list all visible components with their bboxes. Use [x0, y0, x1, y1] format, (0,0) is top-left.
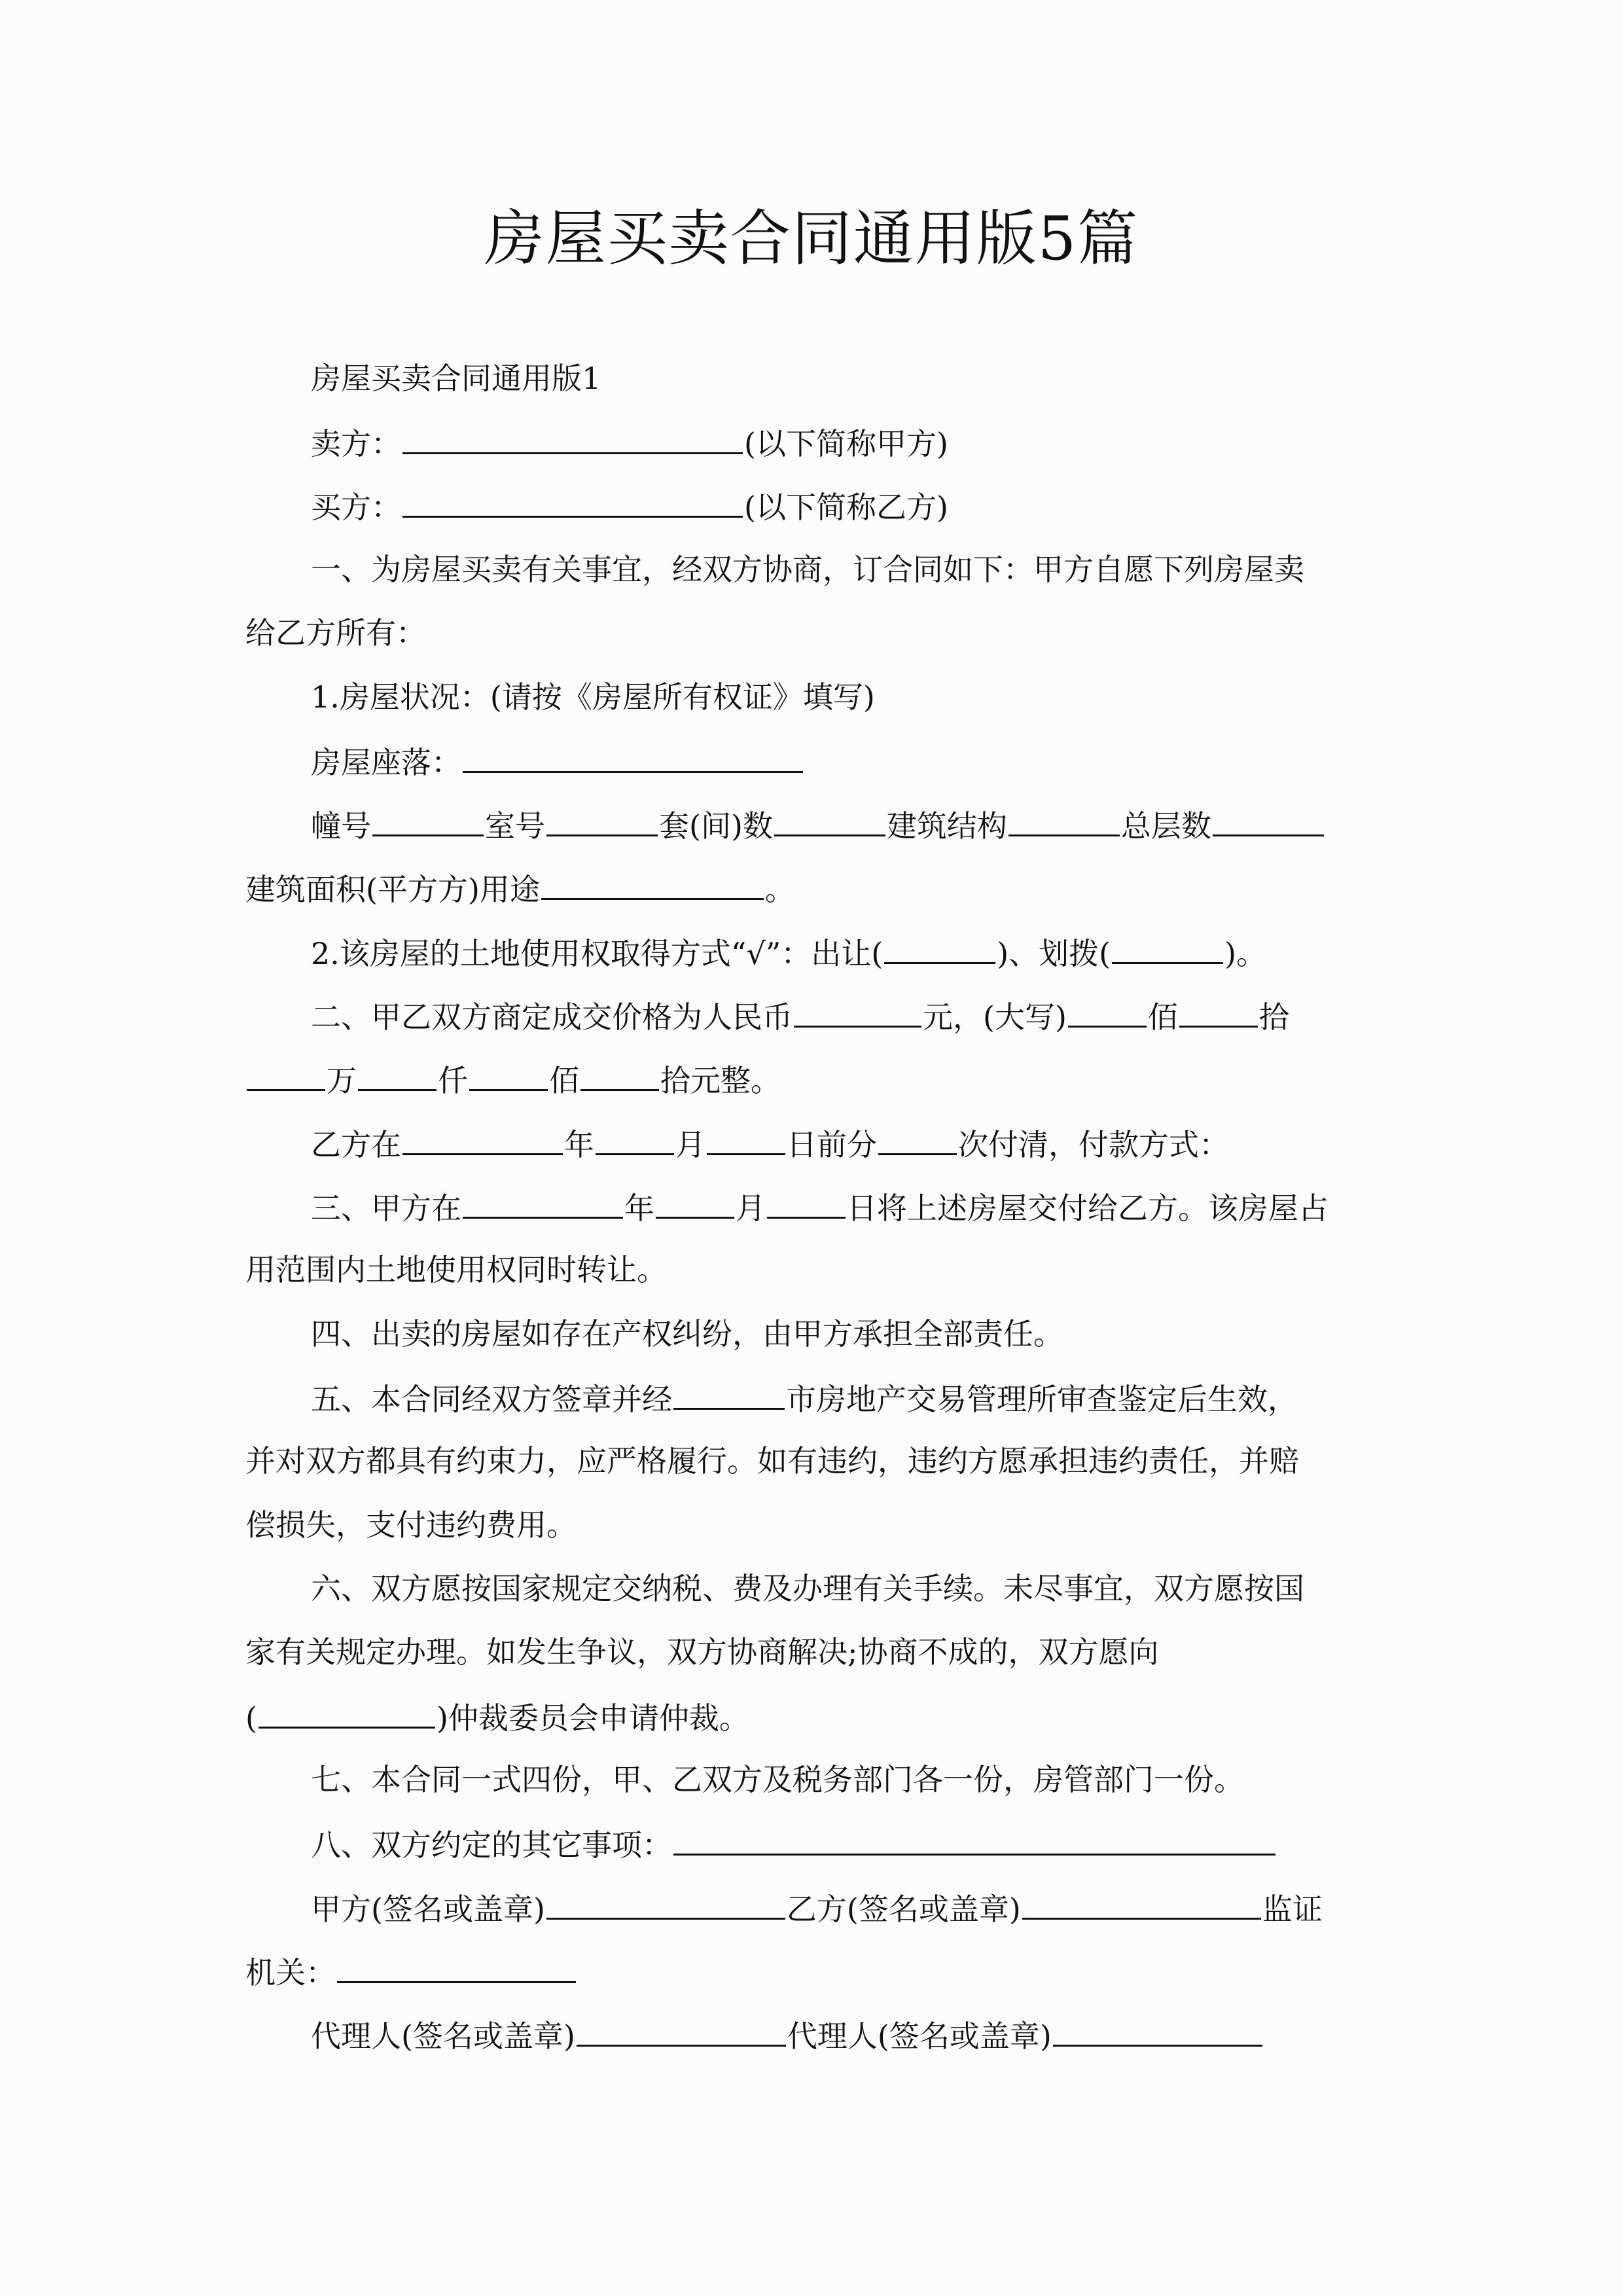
supervisor-label-1: 监证	[1262, 1892, 1323, 1927]
location-blank[interactable]	[463, 741, 803, 773]
party-a-sign-blank[interactable]	[546, 1888, 785, 1920]
item2-prefix: 2.该房屋的土地使用权取得方式“√”：出让(	[311, 936, 883, 971]
installments-blank[interactable]	[878, 1123, 957, 1155]
pay-prefix: 乙方在	[311, 1127, 401, 1162]
clause2-line2	[245, 1059, 781, 1098]
agent-signature-line	[311, 2015, 1264, 2054]
subtitle-text: 房屋买卖合同通用版1	[311, 361, 601, 396]
clause6-suffix: )仲裁委员会申请仲裁。	[436, 1700, 749, 1736]
clause3-line2: 用范围内土地使用权同时转让。	[245, 1252, 667, 1287]
pay-year-blank[interactable]	[402, 1123, 563, 1155]
city-blank[interactable]	[673, 1378, 785, 1410]
house-details-line	[311, 804, 1325, 844]
clause6-open: (	[245, 1700, 257, 1736]
seller-label: 卖方：	[311, 426, 401, 461]
supervisor-blank[interactable]	[337, 1951, 576, 1983]
pay-end: 次付清，付款方式：	[958, 1127, 1229, 1162]
clause1-line2: 给乙方所有：	[245, 615, 426, 651]
room-no-label: 室号	[485, 808, 545, 844]
area-use-line	[245, 868, 795, 907]
clause8-line	[311, 1823, 1277, 1863]
clause7: 七、本合同一式四份，甲、乙双方及税务部门各一份，房管部门一份。	[311, 1762, 1244, 1797]
clause5-suffix: 市房地产交易管理所审查鉴定后生效，	[786, 1382, 1298, 1417]
delivery-month-blank[interactable]	[656, 1187, 734, 1219]
clause5-line1	[311, 1378, 1298, 1417]
month-label: 月	[675, 1127, 705, 1162]
agent-a-sign-label: 代理人(签名或盖章)	[311, 2018, 575, 2054]
buyer-line	[311, 486, 948, 525]
item2-line	[311, 932, 1266, 971]
units-blank[interactable]	[774, 804, 885, 836]
seller-blank[interactable]	[402, 422, 743, 454]
seller-suffix: (以下简称甲方)	[744, 426, 948, 461]
units-label: 套(间)数	[659, 808, 773, 844]
location-label: 房屋座落：	[311, 745, 461, 780]
structure-label: 建筑结构	[886, 808, 1007, 844]
qian-blank[interactable]	[358, 1059, 437, 1091]
clause3-prefix: 三、甲方在	[311, 1191, 461, 1226]
clause2-prefix: 二、甲乙双方商定成交价格为人民币	[311, 999, 793, 1035]
shi-blank[interactable]	[1179, 996, 1258, 1028]
clause6-line1: 六、双方愿按国家规定交纳税、费及办理有关手续。未尽事宜，双方愿按国	[311, 1571, 1304, 1606]
floors-label: 总层数	[1120, 808, 1211, 844]
clause6-line2: 家有关规定办理。如发生争议，双方协商解决;协商不成的，双方愿向	[245, 1634, 1159, 1670]
clause6-line3	[245, 1696, 749, 1736]
qian-label: 仟	[438, 1063, 468, 1098]
clause8-label: 八、双方约定的其它事项：	[311, 1827, 672, 1863]
arbitration-blank[interactable]	[259, 1696, 435, 1729]
clause3-line1	[311, 1187, 1329, 1226]
area-use-blank[interactable]	[541, 868, 764, 900]
buyer-label: 买方：	[311, 490, 401, 525]
price-blank[interactable]	[794, 996, 921, 1028]
transfer-blank[interactable]	[884, 932, 995, 964]
clause2-yuan: 元，(大写)	[923, 999, 1067, 1035]
building-no-label: 幢号	[311, 808, 371, 844]
year-label: 年	[564, 1127, 594, 1162]
subtitle	[311, 359, 601, 398]
floors-blank[interactable]	[1213, 804, 1324, 836]
bai2-label: 佰	[549, 1063, 579, 1098]
party-b-sign-blank[interactable]	[1022, 1888, 1261, 1920]
shi-label: 拾	[1258, 999, 1289, 1035]
shi2-blank[interactable]	[580, 1059, 659, 1091]
structure-blank[interactable]	[1008, 804, 1120, 836]
item2-mid: )、划拨(	[997, 936, 1111, 971]
wan-label: 万	[327, 1063, 357, 1098]
bai-label: 佰	[1147, 999, 1178, 1035]
room-no-blank[interactable]	[546, 804, 658, 836]
document-title: 房屋买卖合同通用版5篇	[484, 204, 1139, 274]
clause2-line1	[311, 996, 1289, 1035]
party-a-sign-label: 甲方(签名或盖章)	[311, 1892, 545, 1927]
agent-b-sign-label: 代理人(签名或盖章)	[787, 2018, 1052, 2054]
bai-blank[interactable]	[1068, 996, 1147, 1028]
period: 。	[764, 872, 795, 907]
clause1-line1: 一、为房屋买卖有关事宜，经双方协商，订合同如下：甲方自愿下列房屋卖	[311, 552, 1304, 587]
supervisor-line	[245, 1951, 577, 1990]
clause4: 四、出卖的房屋如存在产权纠纷，由甲方承担全部责任。	[311, 1316, 1063, 1352]
location-line	[311, 741, 804, 780]
supervisor-label-2: 机关：	[245, 1955, 336, 1990]
pay-day-blank[interactable]	[707, 1123, 785, 1155]
clause5-prefix: 五、本合同经双方签章并经	[311, 1382, 672, 1417]
wan-blank[interactable]	[247, 1059, 325, 1091]
item1-heading: 1.房屋状况：(请按《房屋所有权证》填写)	[311, 679, 875, 715]
item2-end: )。	[1224, 936, 1267, 971]
allocation-blank[interactable]	[1112, 932, 1223, 964]
building-no-blank[interactable]	[372, 804, 484, 836]
shi-yuan-zheng: 拾元整。	[660, 1063, 781, 1098]
delivery-year-blank[interactable]	[463, 1187, 623, 1219]
bai2-blank[interactable]	[469, 1059, 548, 1091]
pay-month-blank[interactable]	[596, 1123, 674, 1155]
area-use-label: 建筑面积(平方方)用途	[245, 872, 540, 907]
party-b-sign-label: 乙方(签名或盖章)	[786, 1892, 1021, 1927]
seller-line	[311, 422, 948, 461]
other-matters-blank[interactable]	[673, 1823, 1275, 1856]
month-label-2: 月	[736, 1191, 766, 1226]
buyer-suffix: (以下简称乙方)	[744, 490, 948, 525]
pay-mid: 日前分	[787, 1127, 877, 1162]
signature-line	[311, 1888, 1323, 1927]
payment-line	[311, 1123, 1229, 1162]
clause3-day: 日将上述房屋交付给乙方。该房屋占	[847, 1191, 1329, 1226]
agent-b-sign-blank[interactable]	[1053, 2015, 1262, 2047]
delivery-day-blank[interactable]	[767, 1187, 846, 1219]
year-label-2: 年	[624, 1191, 654, 1226]
agent-a-sign-blank[interactable]	[577, 2015, 786, 2047]
clause5-line3: 偿损失，支付违约费用。	[245, 1507, 577, 1543]
buyer-blank[interactable]	[402, 486, 743, 518]
clause5-line2: 并对双方都具有约束力，应严格履行。如有违约，违约方愿承担违约责任，并赔	[245, 1443, 1299, 1479]
